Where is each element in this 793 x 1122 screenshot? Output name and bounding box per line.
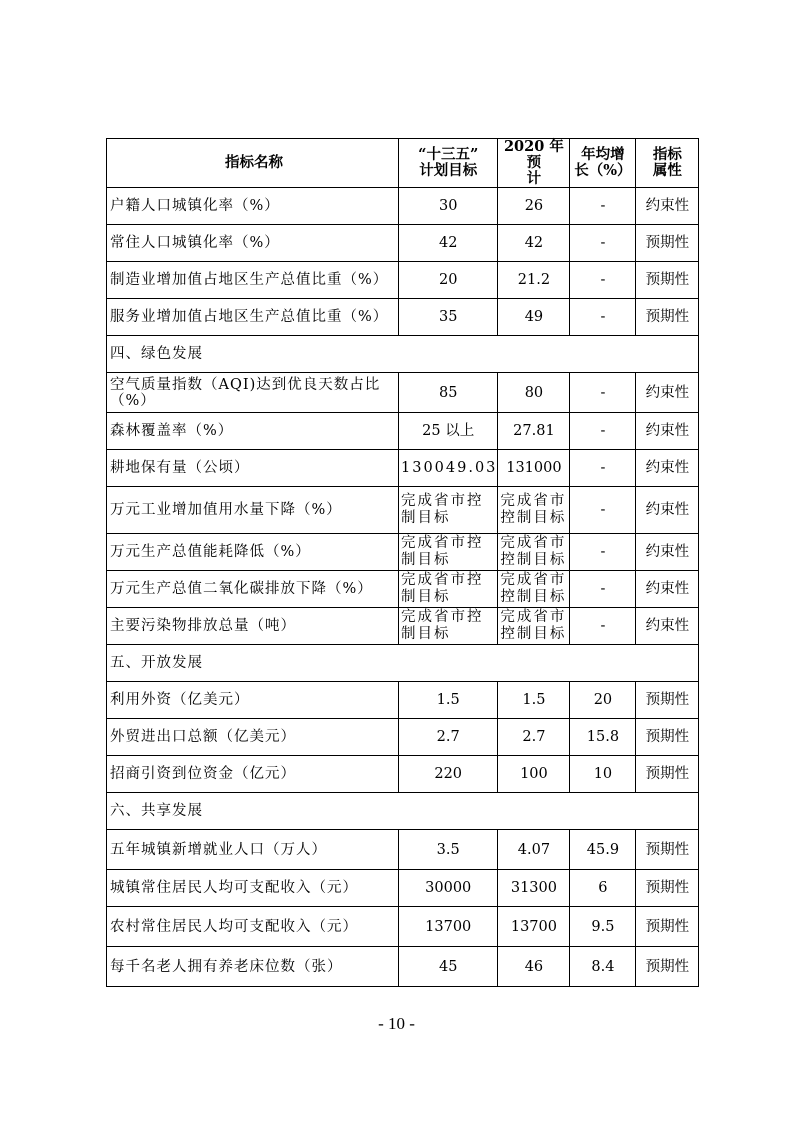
indicator-attribute: 预期性: [636, 830, 699, 870]
annual-growth: 6: [570, 870, 636, 907]
annual-growth: 45.9: [570, 830, 636, 870]
forecast-2020: 完成省市控制目标: [498, 487, 570, 534]
plan-target: 完成省市控制目标: [399, 534, 498, 571]
header-target-line1: “十三五”: [418, 146, 479, 163]
indicator-name: 空气质量指数（AQI)达到优良天数占比（%）: [107, 373, 399, 413]
annual-growth: 9.5: [570, 907, 636, 947]
indicator-attribute: 预期性: [636, 947, 699, 987]
plan-target: 130049.03: [399, 450, 498, 487]
indicator-name: 主要污染物排放总量（吨）: [107, 608, 399, 645]
plan-target: 1.5: [399, 682, 498, 719]
section-row: [107, 793, 699, 830]
annual-growth: 8.4: [570, 947, 636, 987]
forecast-2020: 21.2: [498, 262, 570, 299]
table-row: [107, 534, 699, 571]
plan-target: 45: [399, 947, 498, 987]
forecast-2020: 131000: [498, 450, 570, 487]
table-row: [107, 450, 699, 487]
annual-growth: -: [570, 188, 636, 225]
forecast-2020: 13700: [498, 907, 570, 947]
indicator-name: 五年城镇新增就业人口（万人）: [107, 830, 399, 870]
plan-target: 35: [399, 299, 498, 336]
forecast-2020: 完成省市控制目标: [498, 608, 570, 645]
forecast-2020: 4.07: [498, 830, 570, 870]
forecast-2020: 2.7: [498, 719, 570, 756]
section-title: 六、共享发展: [107, 793, 699, 830]
indicator-attribute: 预期性: [636, 870, 699, 907]
table-row: [107, 413, 699, 450]
plan-target: 20: [399, 262, 498, 299]
table-row: [107, 947, 699, 987]
indicator-name: 常住人口城镇化率（%）: [107, 225, 399, 262]
indicator-attribute: 预期性: [636, 262, 699, 299]
indicator-attribute: 预期性: [636, 907, 699, 947]
table-row: [107, 262, 699, 299]
plan-target: 30: [399, 188, 498, 225]
table-row: [107, 225, 699, 262]
indicator-name: 森林覆盖率（%）: [107, 413, 399, 450]
annual-growth: -: [570, 262, 636, 299]
table-row: [107, 373, 699, 413]
annual-growth: -: [570, 450, 636, 487]
indicator-attribute: 约束性: [636, 608, 699, 645]
header-growth: [570, 139, 636, 188]
header-target-line2: 计划目标: [419, 162, 478, 179]
indicator-attribute: 预期性: [636, 756, 699, 793]
annual-growth: -: [570, 534, 636, 571]
table-row: [107, 756, 699, 793]
plan-target: 13700: [399, 907, 498, 947]
indicator-name: 万元生产总值二氧化碳排放下降（%）: [107, 571, 399, 608]
header-growth-line1: 年均增: [581, 146, 625, 163]
table-row: [107, 188, 699, 225]
table-row: [107, 299, 699, 336]
indicator-name: 制造业增加值占地区生产总值比重（%）: [107, 262, 399, 299]
annual-growth: -: [570, 373, 636, 413]
plan-target: 完成省市控制目标: [399, 487, 498, 534]
plan-target: 3.5: [399, 830, 498, 870]
forecast-2020: 46: [498, 947, 570, 987]
indicator-attribute: 预期性: [636, 682, 699, 719]
annual-growth: -: [570, 413, 636, 450]
forecast-2020: 100: [498, 756, 570, 793]
indicator-name: 户籍人口城镇化率（%）: [107, 188, 399, 225]
header-attr-line2: 属性: [652, 162, 682, 179]
indicator-attribute: 约束性: [636, 450, 699, 487]
plan-target: 2.7: [399, 719, 498, 756]
annual-growth: -: [570, 608, 636, 645]
section-title: 五、开放发展: [107, 645, 699, 682]
table-row: [107, 719, 699, 756]
annual-growth: 20: [570, 682, 636, 719]
indicator-name: 万元生产总值能耗降低（%）: [107, 534, 399, 571]
indicator-name: 招商引资到位资金（亿元）: [107, 756, 399, 793]
indicator-attribute: 预期性: [636, 225, 699, 262]
annual-growth: 10: [570, 756, 636, 793]
annual-growth: -: [570, 487, 636, 534]
indicator-name: 农村常住居民人均可支配收入（元）: [107, 907, 399, 947]
forecast-2020: 42: [498, 225, 570, 262]
header-forecast-line1: 2020 年预: [503, 138, 564, 171]
header-target: [399, 139, 498, 188]
indicator-attribute: 约束性: [636, 487, 699, 534]
forecast-2020: 80: [498, 373, 570, 413]
table-header-row: [107, 139, 699, 188]
indicator-table: [106, 138, 699, 987]
table-row: [107, 608, 699, 645]
forecast-2020: 1.5: [498, 682, 570, 719]
table-row: [107, 682, 699, 719]
plan-target: 30000: [399, 870, 498, 907]
page-number: - 10 -: [378, 1014, 415, 1033]
plan-target: 完成省市控制目标: [399, 608, 498, 645]
indicator-name: 城镇常住居民人均可支配收入（元）: [107, 870, 399, 907]
indicator-name: 万元工业增加值用水量下降（%）: [107, 487, 399, 534]
annual-growth: -: [570, 225, 636, 262]
table-row: [107, 870, 699, 907]
forecast-2020: 完成省市控制目标: [498, 534, 570, 571]
table-row: [107, 830, 699, 870]
section-row: [107, 645, 699, 682]
section-title: 四、绿色发展: [107, 336, 699, 373]
header-forecast-line2: 计: [526, 170, 542, 187]
plan-target: 220: [399, 756, 498, 793]
indicator-name: 利用外资（亿美元）: [107, 682, 399, 719]
plan-target: 85: [399, 373, 498, 413]
header-name: 指标名称: [107, 139, 399, 188]
forecast-2020: 完成省市控制目标: [498, 571, 570, 608]
plan-target: 42: [399, 225, 498, 262]
forecast-2020: 26: [498, 188, 570, 225]
forecast-2020: 31300: [498, 870, 570, 907]
indicator-attribute: 约束性: [636, 534, 699, 571]
indicator-attribute: 约束性: [636, 413, 699, 450]
indicator-attribute: 预期性: [636, 299, 699, 336]
header-attr: [636, 139, 699, 188]
header-growth-line2: 长（%）: [574, 162, 632, 179]
table-row: [107, 907, 699, 947]
forecast-2020: 27.81: [498, 413, 570, 450]
header-attr-line1: 指标: [652, 146, 682, 163]
indicator-name: 耕地保有量（公顷）: [107, 450, 399, 487]
table-row: [107, 487, 699, 534]
header-forecast: [498, 139, 570, 188]
indicator-attribute: 预期性: [636, 719, 699, 756]
plan-target: 25 以上: [399, 413, 498, 450]
indicator-name: 服务业增加值占地区生产总值比重（%）: [107, 299, 399, 336]
plan-target: 完成省市控制目标: [399, 571, 498, 608]
section-row: [107, 336, 699, 373]
annual-growth: -: [570, 299, 636, 336]
indicator-name: 外贸进出口总额（亿美元）: [107, 719, 399, 756]
indicator-attribute: 约束性: [636, 188, 699, 225]
table-row: [107, 571, 699, 608]
forecast-2020: 49: [498, 299, 570, 336]
indicator-name: 每千名老人拥有养老床位数（张）: [107, 947, 399, 987]
indicator-attribute: 约束性: [636, 571, 699, 608]
annual-growth: -: [570, 571, 636, 608]
annual-growth: 15.8: [570, 719, 636, 756]
indicator-attribute: 约束性: [636, 373, 699, 413]
